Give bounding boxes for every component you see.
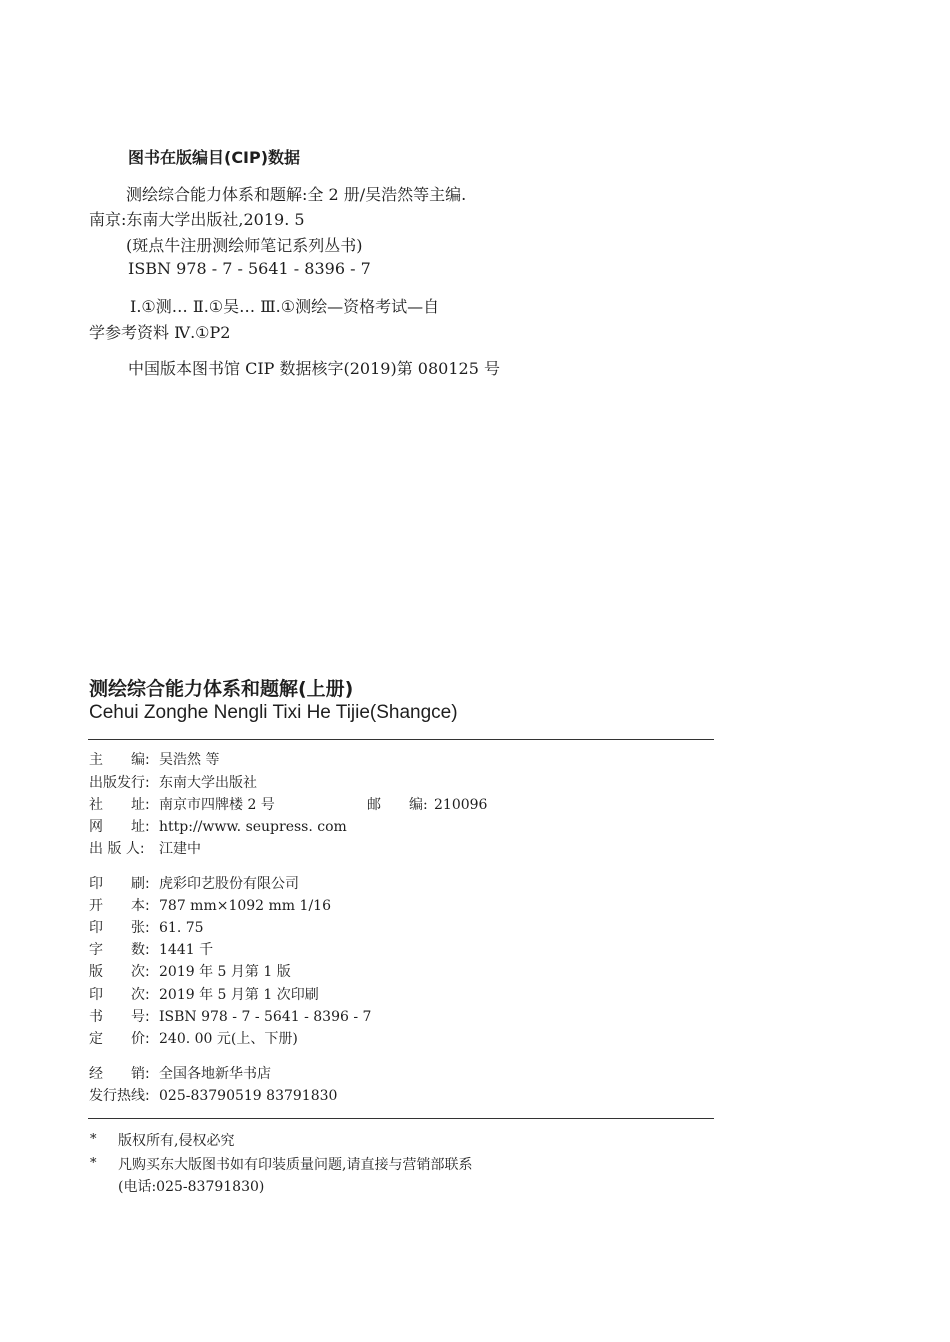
info-label: 出 版 人: (89, 841, 145, 857)
info-value: 787 mm×1092 mm 1/16 (159, 898, 331, 914)
info-value: 虎彩印艺股份有限公司 (159, 876, 299, 892)
cip-line-5: Ⅰ.①测… Ⅱ.①吴… Ⅲ.①测绘—资格考试—自 (130, 297, 440, 316)
info-label: 印 次: (89, 987, 150, 1003)
info-label: 主 编: (89, 752, 150, 768)
note-bullet: * (90, 1156, 97, 1171)
postcode-value: 210096 (434, 797, 488, 813)
info-label: 出版发行: (89, 775, 150, 791)
info-row-address (89, 795, 589, 815)
info-label: 定 价: (89, 1031, 150, 1047)
info-row-distributor (89, 1064, 271, 1084)
book-title: 测绘综合能力体系和题解(上册) (89, 678, 354, 700)
cip-line-4: ISBN 978 - 7 - 5641 - 8396 - 7 (128, 259, 371, 278)
info-label: 经 销: (89, 1066, 150, 1082)
info-value: 1441 千 (159, 942, 214, 958)
info-value: 2019 年 5 月第 1 次印刷 (159, 987, 319, 1003)
cip-title: 图书在版编目(CIP)数据 (128, 148, 301, 167)
info-label: 书 号: (89, 1009, 150, 1025)
info-row-publisher-person (89, 839, 201, 859)
info-row-publisher (89, 773, 257, 793)
info-label: 开 本: (89, 898, 150, 914)
divider-top (88, 739, 714, 740)
info-row-impression (89, 985, 319, 1005)
info-row-editor (89, 750, 219, 770)
info-row-isbn (89, 1007, 371, 1027)
info-value: 2019 年 5 月第 1 版 (159, 964, 291, 980)
info-value: 全国各地新华书店 (159, 1066, 271, 1082)
info-row-edition (89, 962, 291, 982)
info-label: 版 次: (89, 964, 150, 980)
cip-line-6: 学参考资料 Ⅳ.①P2 (89, 323, 231, 342)
info-label: 印 刷: (89, 876, 150, 892)
info-value: 025-83790519 83791830 (159, 1088, 338, 1104)
info-row-hotline (89, 1086, 337, 1106)
cip-line-1: 测绘综合能力体系和题解:全 2 册/吴浩然等主编. (126, 185, 467, 204)
info-row-printer (89, 874, 299, 894)
note-quality: 凡购买东大版图书如有印装质量问题,请直接与营销部联系 (118, 1157, 473, 1173)
info-label: 字 数: (89, 942, 150, 958)
info-value: 吴浩然 等 (159, 752, 220, 768)
postcode-label: 邮 编: (367, 797, 428, 813)
cip-line-2: 南京:东南大学出版社,2019. 5 (89, 210, 305, 229)
info-row-price (89, 1029, 298, 1049)
divider-bottom (88, 1118, 714, 1119)
note-copyright: 版权所有,侵权必究 (118, 1133, 235, 1149)
info-label: 发行热线: (89, 1088, 150, 1104)
info-value: ISBN 978 - 7 - 5641 - 8396 - 7 (159, 1009, 372, 1025)
info-row-sheets (89, 918, 204, 938)
info-label: 网 址: (89, 819, 150, 835)
info-value: http://www. seupress. com (159, 819, 347, 835)
info-label: 印 张: (89, 920, 150, 936)
info-value: 61. 75 (159, 920, 204, 936)
info-row-website (89, 817, 347, 837)
book-title-pinyin: Cehui Zonghe Nengli Tixi He Tijie(Shangce) (89, 702, 458, 723)
note-phone: (电话:025-83791830) (118, 1179, 265, 1195)
cip-line-7: 中国版本图书馆 CIP 数据核字(2019)第 080125 号 (128, 359, 500, 378)
info-value: 东南大学出版社 (159, 775, 257, 791)
info-row-format (89, 896, 331, 916)
info-value: 240. 00 元(上、下册) (159, 1031, 298, 1047)
info-value: 江建中 (159, 841, 201, 857)
note-bullet: * (90, 1132, 97, 1147)
info-row-word-count (89, 940, 213, 960)
info-value: 南京市四牌楼 2 号 (159, 797, 275, 813)
cip-line-3: (斑点牛注册测绘师笔记系列丛书) (126, 236, 363, 255)
info-label: 社 址: (89, 797, 150, 813)
